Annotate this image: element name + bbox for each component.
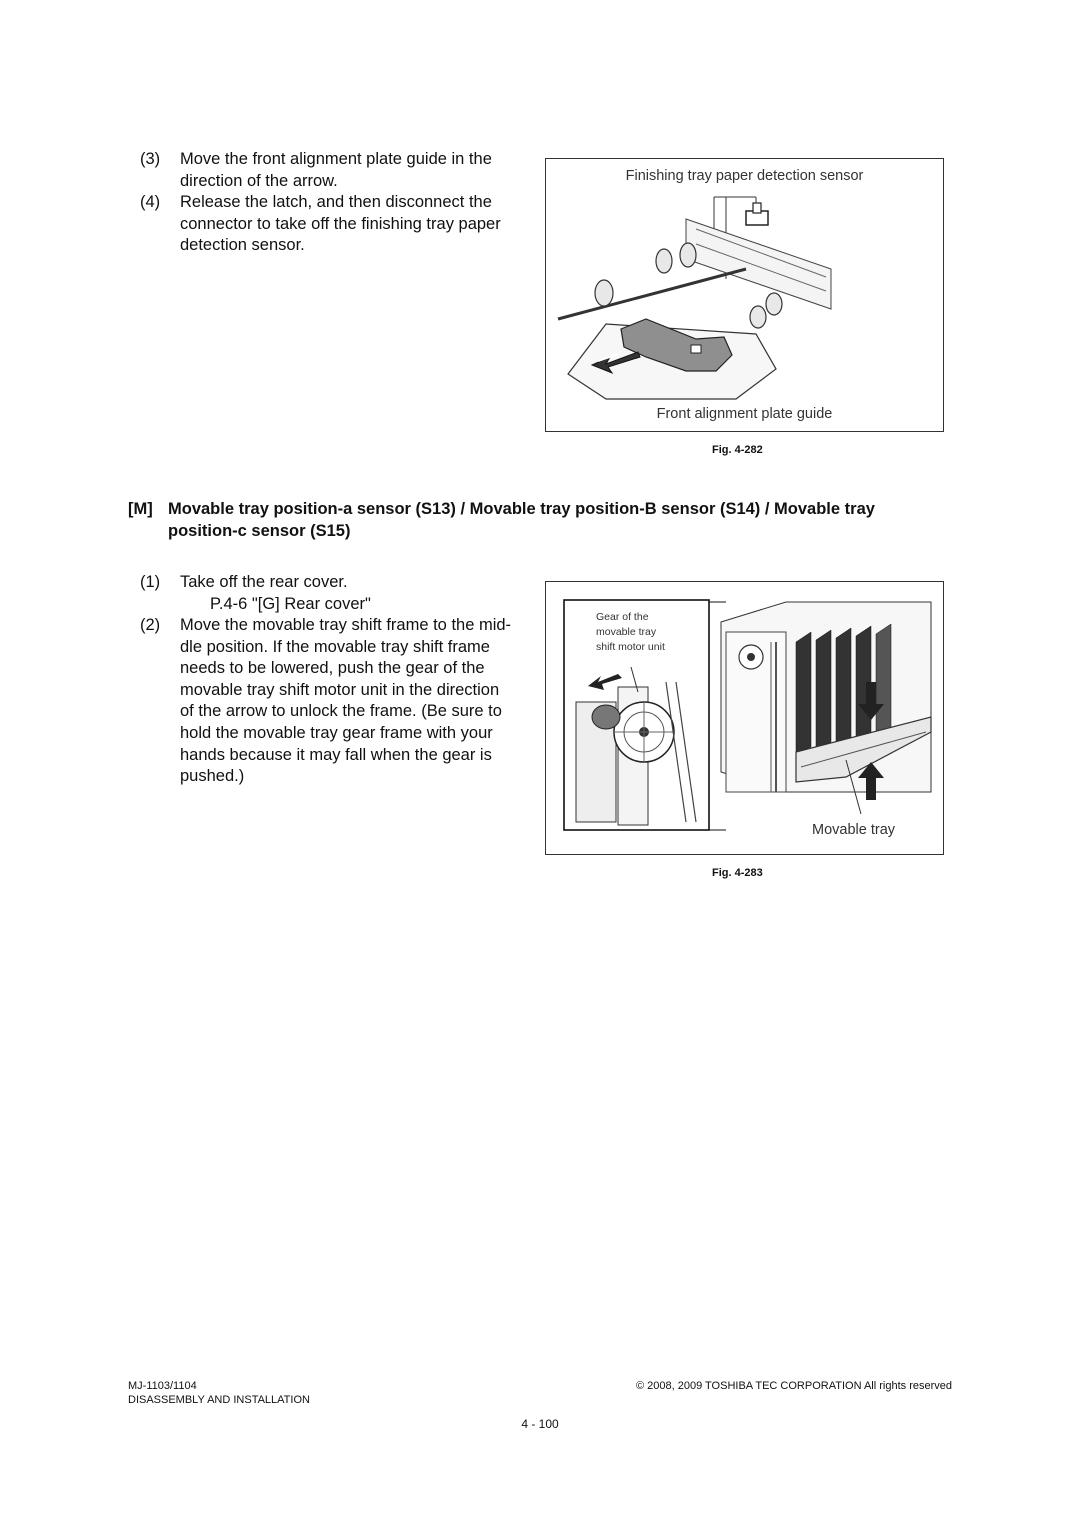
section-title-line1: Movable tray position-a sensor (S13) / Movable tray position-B sensor (S14) / Movable tray [168, 500, 875, 518]
label-movable-tray: Movable tray [812, 822, 896, 838]
label-gear-movable-tray: Gear of the movable tray shift motor unit [596, 611, 665, 653]
step-3 [140, 149, 540, 193]
step-text: Take off the rear cover. P.4-6 "[G] Rear cover" [180, 572, 371, 615]
footer-copyright: © 2008, 2009 TOSHIBA TEC CORPORATION All rights reserved [635, 1380, 952, 1392]
step-text: Release the latch, and then disconnect the connector to take off the finishing tray paper detection sensor. [180, 193, 501, 255]
section-heading-m [128, 498, 958, 542]
step-number: (3) [140, 150, 161, 168]
figure-caption-283: Fig. 4-283 [712, 867, 763, 879]
cross-reference: P.4-6 "[G] Rear cover" [210, 594, 371, 613]
section-title-line2: position-c sensor (S15) [168, 522, 351, 540]
footer-chapter: DISASSEMBLY AND INSTALLATION [128, 1394, 310, 1406]
step-2 [140, 615, 550, 791]
label-front-alignment-guide: Front alignment plate guide [656, 406, 833, 422]
illustration-front-alignment-guide [546, 159, 943, 431]
figure-283 [545, 581, 944, 855]
step-number: (2) [140, 616, 161, 634]
section-tag: [M] [128, 500, 153, 518]
figure-caption-282: Fig. 4-282 [712, 444, 763, 456]
step-1 [140, 572, 540, 616]
label-finishing-tray-sensor: Finishing tray paper detection sensor [625, 168, 864, 184]
step-text: Move the movable tray shift frame to the mid- dle position. If the movable tray shift frame needs to be lowered, push the gear of the movable tray shift motor unit in the direction of the arrow to unlock the frame. (Be sure to hold the movable tray gear frame with your hands because it may fall when the gear is pushed.) [180, 616, 512, 786]
page-number: 4 - 100 [521, 1417, 559, 1431]
step-4 [140, 192, 540, 258]
footer-model: MJ-1103/1104 [128, 1380, 197, 1392]
step-number: (1) [140, 573, 161, 591]
figure-282 [545, 158, 944, 432]
step-number: (4) [140, 193, 161, 211]
step-text: Move the front alignment plate guide in the direction of the arrow. [180, 150, 492, 190]
